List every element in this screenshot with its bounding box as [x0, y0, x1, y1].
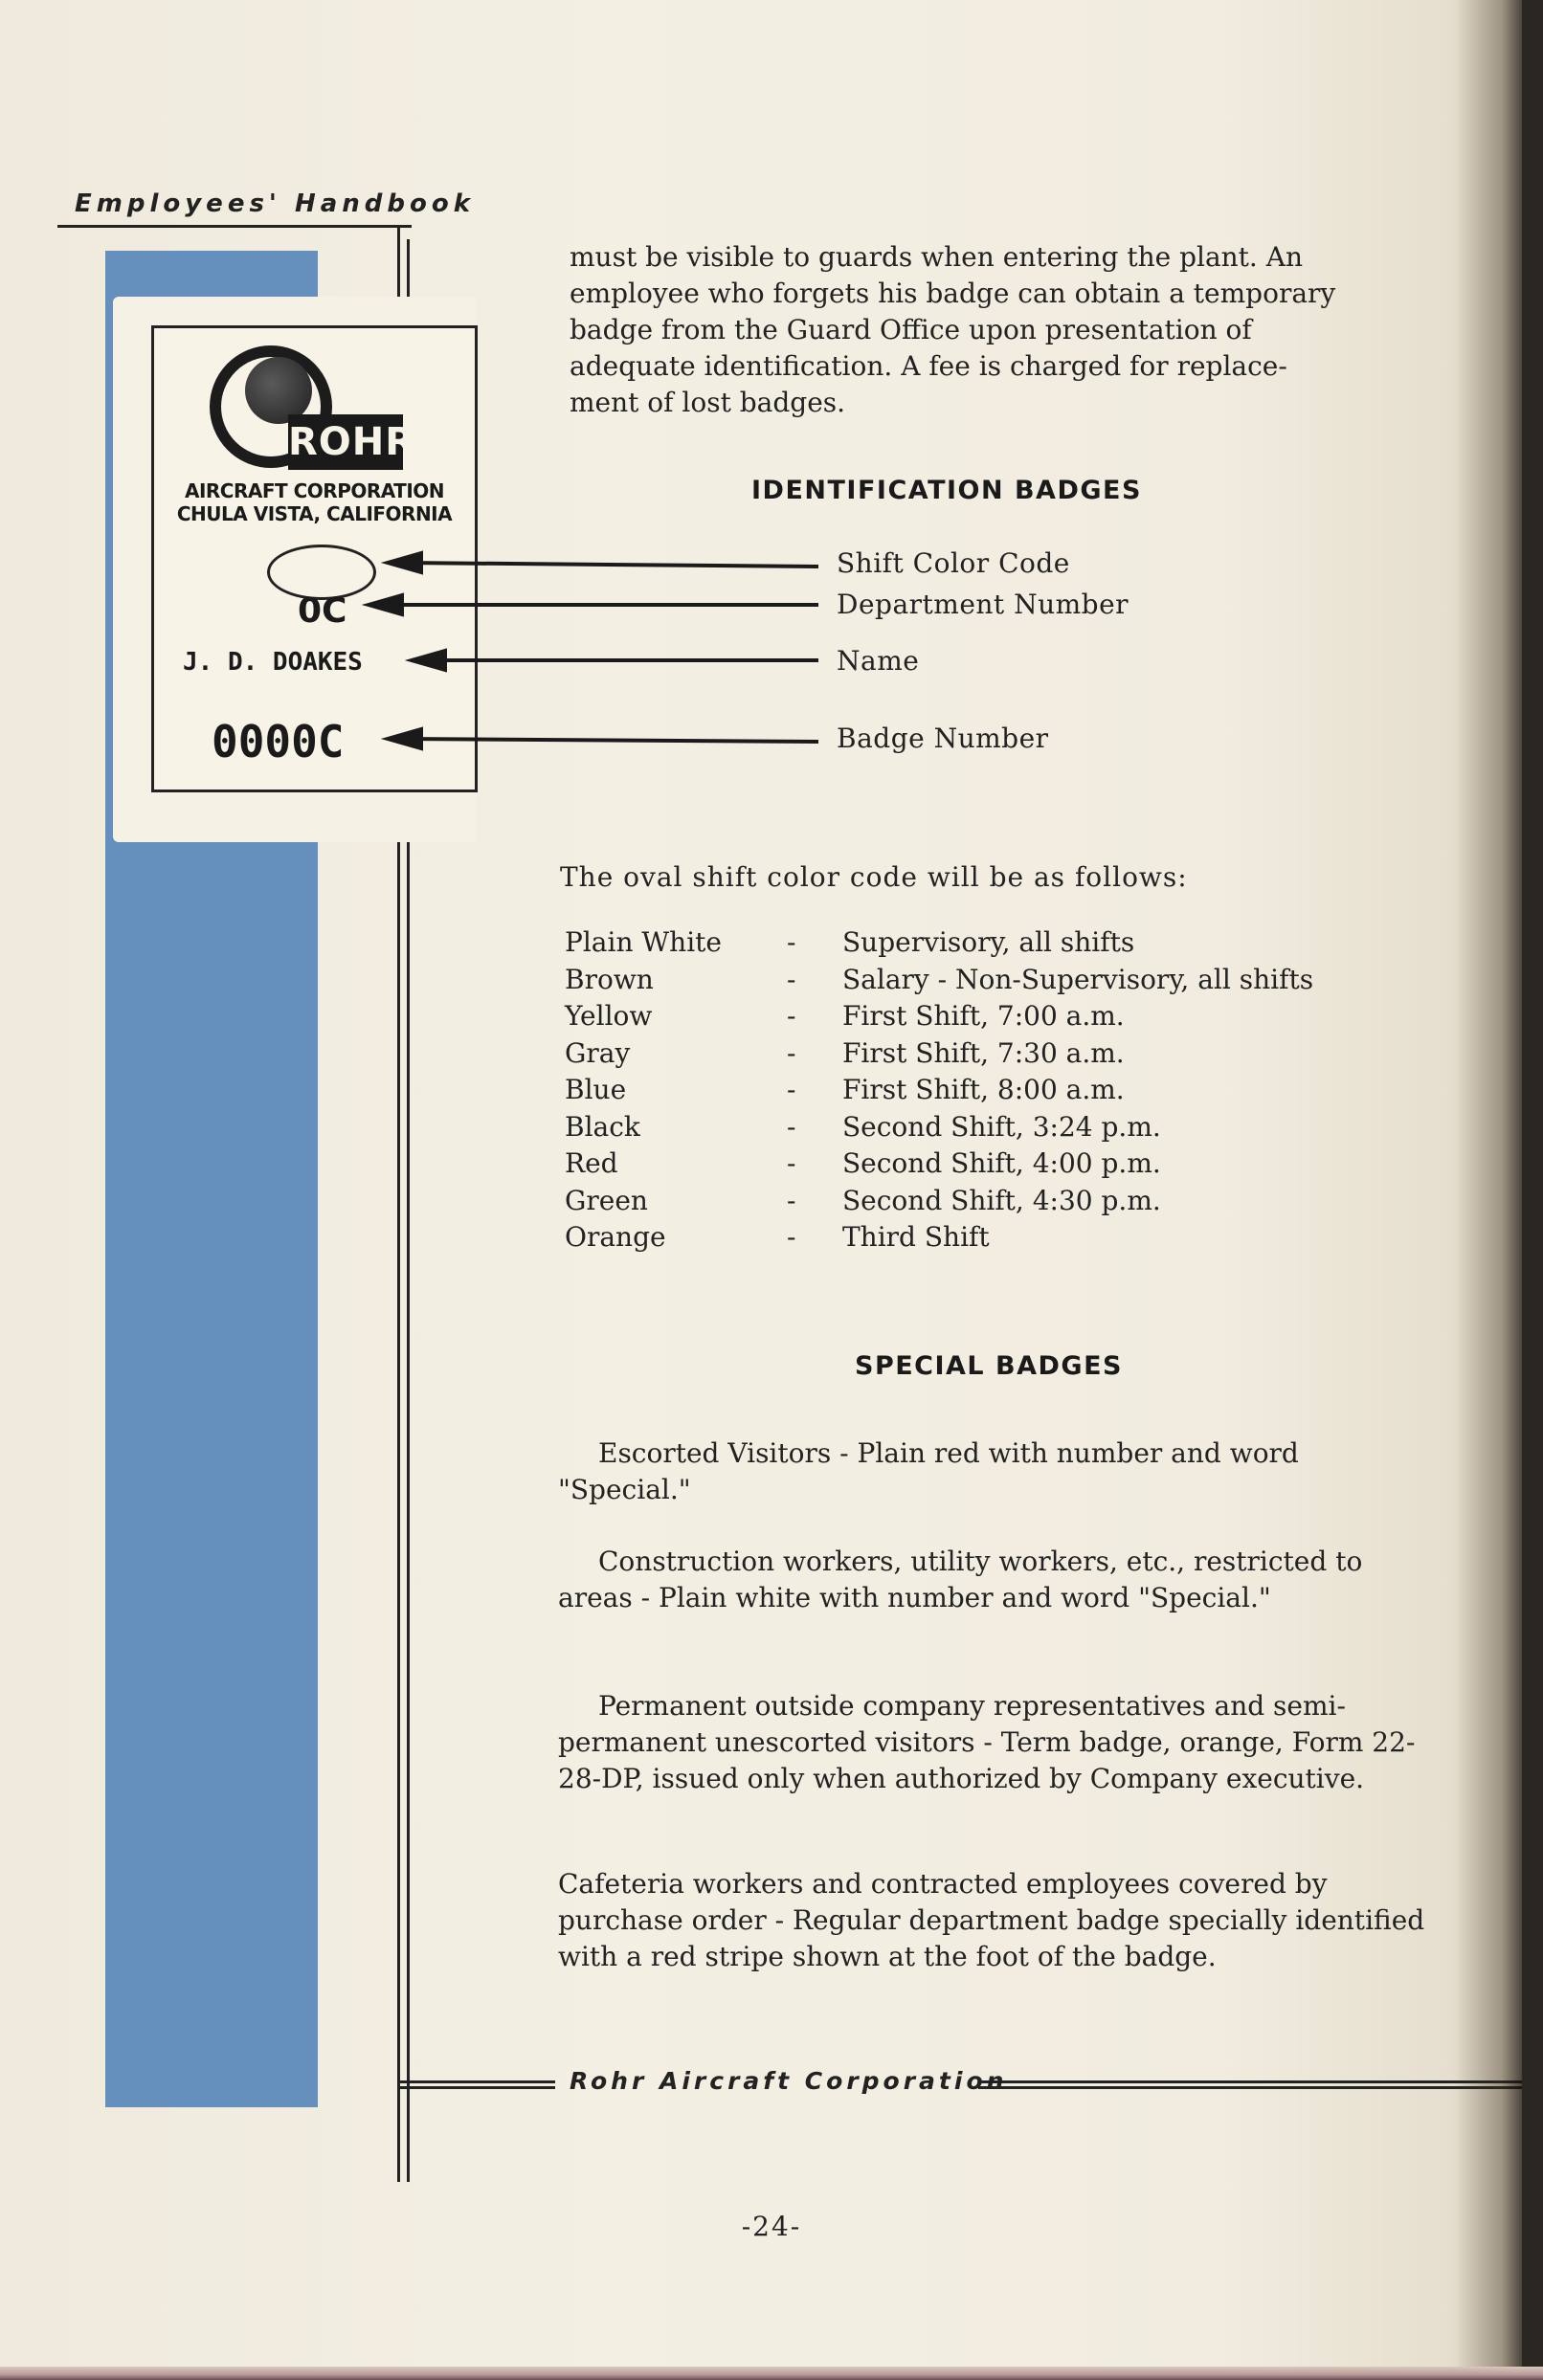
special-paragraph	[558, 1544, 1429, 1616]
table-row	[565, 964, 1474, 1001]
arrow-shift-color	[402, 563, 818, 567]
shift-code-table	[565, 926, 1474, 1258]
intro-line: employee who forgets his badge can obtain a temporary	[570, 278, 1336, 309]
separator-dash: -	[787, 1147, 796, 1179]
label-name: Name	[837, 645, 920, 677]
special-paragraph	[558, 1866, 1429, 1975]
table-row	[565, 1037, 1474, 1075]
arrow-badge-number	[402, 739, 818, 742]
table-row	[565, 1221, 1474, 1258]
shift-description: Supervisory, all shifts	[842, 926, 1135, 958]
callout-arrows	[0, 0, 1522, 861]
shift-description: Third Shift	[842, 1221, 990, 1253]
shift-color: Yellow	[565, 1000, 653, 1032]
separator-dash: -	[787, 1184, 796, 1216]
arrowhead-name	[412, 651, 445, 670]
separator-dash: -	[787, 1036, 796, 1069]
shift-description: Second Shift, 3:24 p.m.	[842, 1110, 1161, 1143]
table-row	[565, 1074, 1474, 1111]
table-row	[565, 1111, 1474, 1148]
special-text: Construction workers, utility workers, etc., restricted to areas - Plain white with number and word "Special."	[558, 1546, 1363, 1613]
page-bottom-edge	[0, 2367, 1543, 2380]
separator-dash: -	[787, 1110, 796, 1143]
shift-color: Gray	[565, 1036, 631, 1069]
shift-description: Second Shift, 4:00 p.m.	[842, 1147, 1161, 1179]
intro-line: ment of lost badges.	[570, 387, 846, 418]
footer-rule	[397, 2080, 555, 2083]
separator-dash: -	[787, 1000, 796, 1032]
page-header: Employees' Handbook	[75, 189, 475, 218]
intro-line: must be visible to guards when entering the plant. An	[570, 241, 1303, 273]
label-badge-number: Badge Number	[837, 723, 1049, 754]
badge-company-location: CHULA VISTA, CALIFORNIA	[176, 502, 453, 525]
shift-color: Orange	[565, 1221, 666, 1253]
footer-rule	[978, 2086, 1522, 2089]
special-paragraph	[558, 1435, 1429, 1508]
shift-description: Second Shift, 4:30 p.m.	[842, 1184, 1161, 1216]
shift-color: Black	[565, 1110, 640, 1143]
special-text: Permanent outside company representatives and semi-permanent unescorted visitors - Term badge, orange, Form 22-28-DP, issued only when authorized by Company executive.	[558, 1690, 1416, 1794]
label-department: Department Number	[837, 589, 1129, 620]
intro-line: badge from the Guard Office upon presentation of	[570, 314, 1252, 345]
table-row	[565, 1147, 1474, 1185]
badge-department-code: 0C	[298, 591, 347, 631]
separator-dash: -	[787, 926, 796, 958]
shift-description: First Shift, 7:00 a.m.	[842, 1000, 1125, 1032]
footer-company: Rohr Aircraft Corporation	[570, 2067, 1008, 2095]
identification-heading: IDENTIFICATION BADGES	[751, 476, 1142, 505]
special-text: Escorted Visitors - Plain red with number and word "Special."	[558, 1437, 1299, 1505]
arrowhead-department	[369, 595, 402, 614]
shift-description: Salary - Non-Supervisory, all shifts	[842, 963, 1314, 995]
separator-dash: -	[787, 1074, 796, 1105]
arrowhead-shift-color	[388, 553, 421, 572]
badge-company-name: AIRCRAFT CORPORATION	[184, 479, 445, 502]
shift-description: First Shift, 7:30 a.m.	[842, 1036, 1125, 1069]
shift-description: First Shift, 8:00 a.m.	[842, 1074, 1125, 1105]
badge-number-value: 0000C	[212, 716, 345, 767]
label-shift-color: Shift Color Code	[837, 547, 1070, 579]
separator-dash: -	[787, 1221, 796, 1253]
shift-color: Green	[565, 1184, 648, 1216]
table-row	[565, 1185, 1474, 1222]
table-row	[565, 1000, 1474, 1037]
arrowhead-badge-number	[388, 729, 421, 748]
badge-employee-name: J. D. DOAKES	[183, 648, 363, 677]
shift-color: Blue	[565, 1074, 627, 1105]
shift-color: Plain White	[565, 926, 722, 958]
intro-line: adequate identification. A fee is charged for replace-	[570, 350, 1287, 382]
footer-rule	[978, 2080, 1522, 2083]
special-paragraph	[558, 1688, 1429, 1797]
footer-rule	[397, 2086, 555, 2089]
special-text: Cafeteria workers and contracted employees covered by purchase order - Regular department badge specially identified with a red stripe shown at the foot of the badge.	[558, 1868, 1425, 1972]
table-row	[565, 926, 1474, 964]
shift-color: Brown	[565, 963, 654, 995]
binding-shadow	[1455, 0, 1522, 2380]
intro-paragraph	[570, 239, 1469, 421]
special-heading: SPECIAL BADGES	[855, 1351, 1123, 1381]
shift-code-intro: The oval shift color code will be as follows:	[560, 861, 1188, 893]
shift-color: Red	[565, 1147, 618, 1179]
separator-dash: -	[787, 963, 796, 995]
rohr-logo: ROHR	[288, 414, 403, 470]
page-number: -24-	[741, 2211, 802, 2242]
